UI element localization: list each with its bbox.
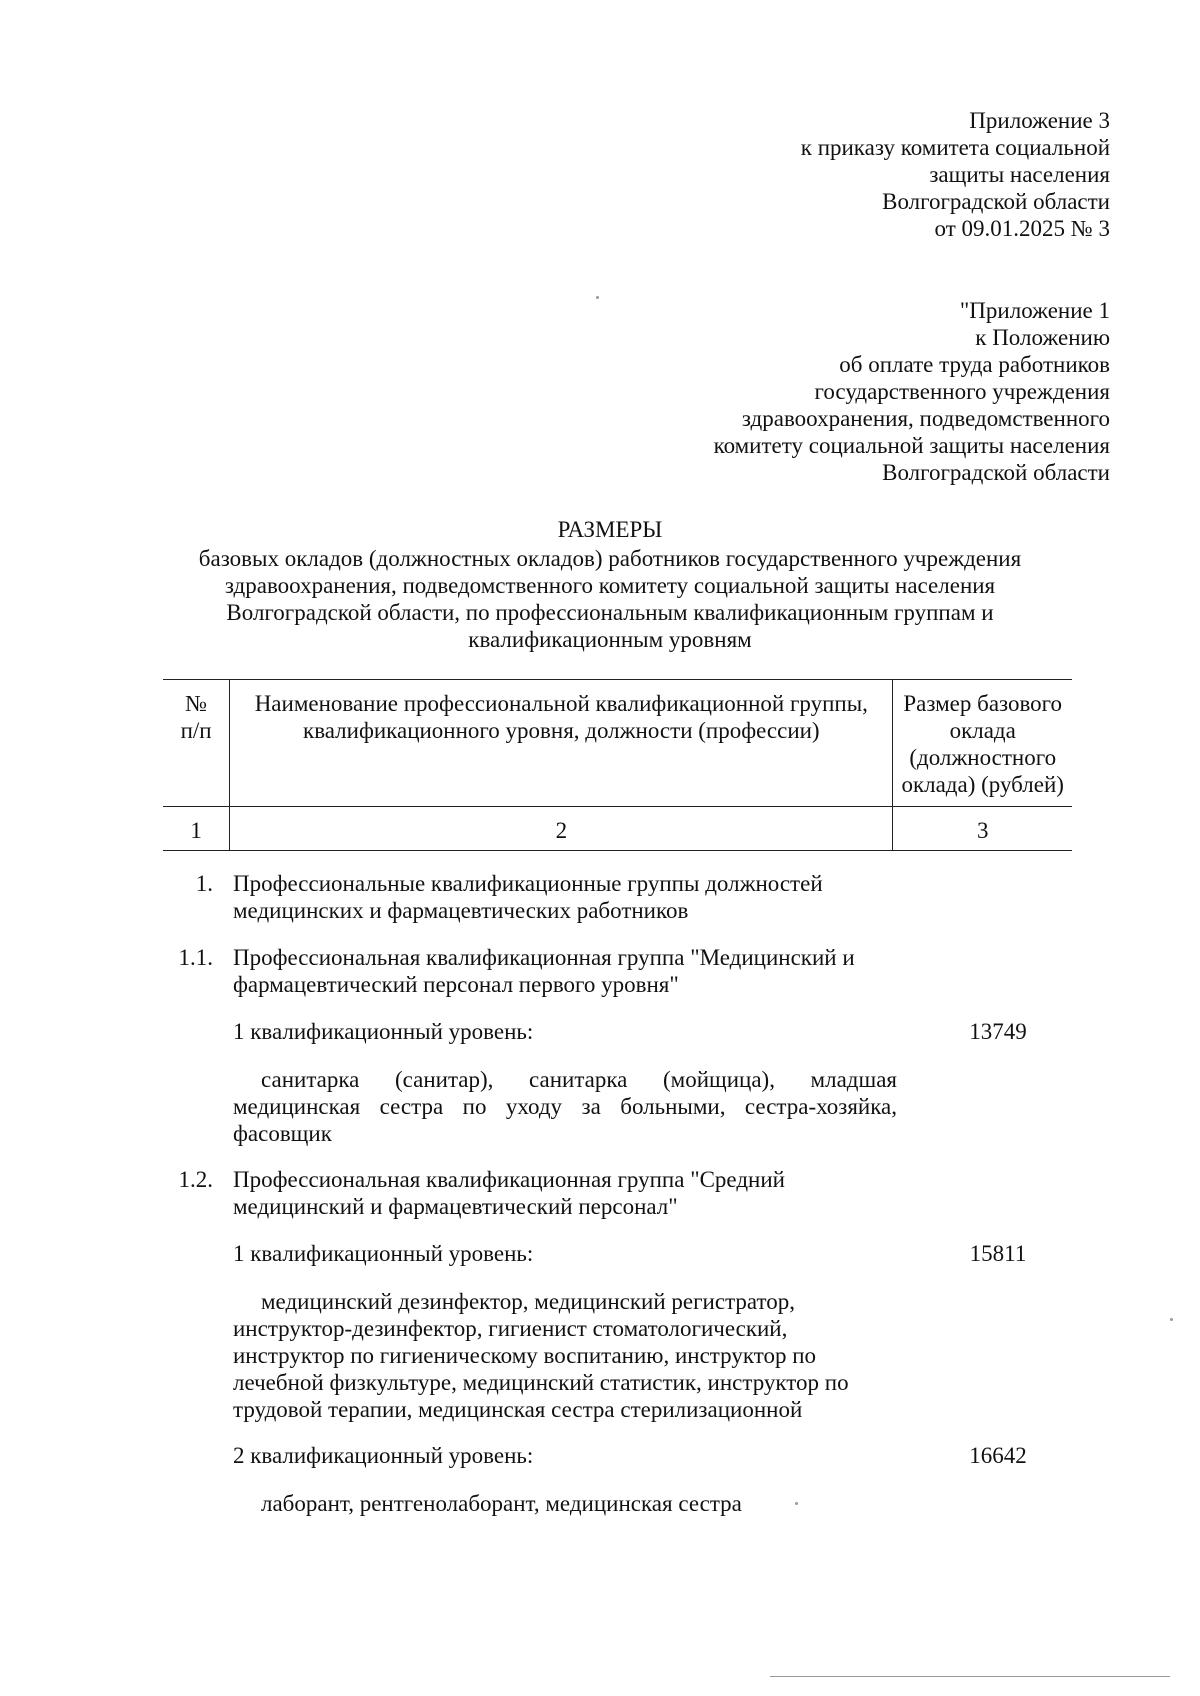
salary-value: 16642 (969, 1443, 1027, 1468)
section-text: Профессиональная квалификационная группа "Медицинский и фармацевтический персонал первого уровня" (233, 945, 855, 997)
scan-speck (596, 296, 599, 299)
appendix-3-line: защиты населения (929, 162, 1110, 187)
appendix-1-line: "Приложение 1 (959, 298, 1110, 323)
appendix-1-line: об оплате труда работников (839, 352, 1110, 377)
column-number-2: 2 (230, 807, 893, 851)
title-line: Волгоградской области, по профессиональным квалификационным группам и (226, 600, 994, 625)
appendix-3-line: Приложение 3 (969, 108, 1110, 133)
document-title (150, 516, 1070, 653)
salary-table-header (163, 679, 1072, 851)
appendix-1-line: государственного учреждения (814, 379, 1110, 404)
level-description: санитарка (санитар), санитарка (мойщица), младшая медицинская сестра по уходу за больными, сестра-хозяйка, фасовщик (233, 1067, 897, 1146)
title-line: базовых окладов (должностных окладов) работников государственного учреждения (198, 546, 1022, 571)
column-header-name: Наименование профессиональной квалификационной группы, квалификационного уровня, должности (профессии) (230, 680, 893, 807)
column-header-salary: Размер базового оклада (должностного оклада) (рублей) (893, 680, 1072, 807)
appendix-3-line: к приказу комитета социальной (800, 135, 1110, 160)
section-number: 1. (195, 871, 213, 896)
level-label: 1 квалификационный уровень: (233, 1019, 534, 1044)
section-text: Профессиональные квалификационные группы должностей медицинских и фармацевтических работников (233, 871, 823, 923)
title-heading: РАЗМЕРЫ (557, 517, 663, 542)
scan-edge-line (770, 1676, 1170, 1677)
appendix-3-line: от 09.01.2025 № 3 (934, 216, 1110, 241)
section-text: Профессиональная квалификационная группа "Средний медицинский и фармацевтический персонал" (233, 1167, 785, 1219)
salary-value: 15811 (969, 1241, 1027, 1266)
title-line: квалификационным уровням (468, 627, 752, 652)
level-description: лаборант, рентгенолаборант, медицинская сестра (261, 1491, 742, 1516)
appendix-1-line: комитету социальной защиты населения (713, 433, 1110, 458)
scan-speck (1170, 1318, 1173, 1321)
column-number-1: 1 (163, 807, 230, 851)
table-number-row (163, 807, 1072, 851)
appendix-3-line: Волгоградской области (882, 189, 1110, 214)
scan-speck (795, 1502, 798, 1505)
level-label: 2 квалификационный уровень: (233, 1443, 534, 1468)
salary-value: 13749 (969, 1019, 1027, 1044)
appendix-1-line: Волгоградской области (882, 460, 1110, 485)
appendix-3-header (801, 107, 1110, 242)
table-header-row (163, 680, 1072, 807)
level-description: медицинский дезинфектор, медицинский регистратор, инструктор-дезинфектор, гигиенист стоматологический, инструктор по гигиеническому воспитанию, инструктор по лечебной физкультуре, медицинский статистик, инструктор по трудовой терапии, медицинская сестра стерилизационной (233, 1289, 849, 1422)
column-number-3: 3 (893, 807, 1072, 851)
appendix-1-header (714, 297, 1110, 486)
section-number: 1.2. (178, 1167, 213, 1192)
level-label: 1 квалификационный уровень: (233, 1241, 534, 1266)
title-line: здравоохранения, подведомственного комитету социальной защиты населения (224, 573, 996, 598)
column-header-number: № п/п (163, 680, 230, 807)
section-number: 1.1. (178, 945, 213, 970)
appendix-1-line: к Положению (975, 325, 1110, 350)
appendix-1-line: здравоохранения, подведомственного (741, 406, 1110, 431)
